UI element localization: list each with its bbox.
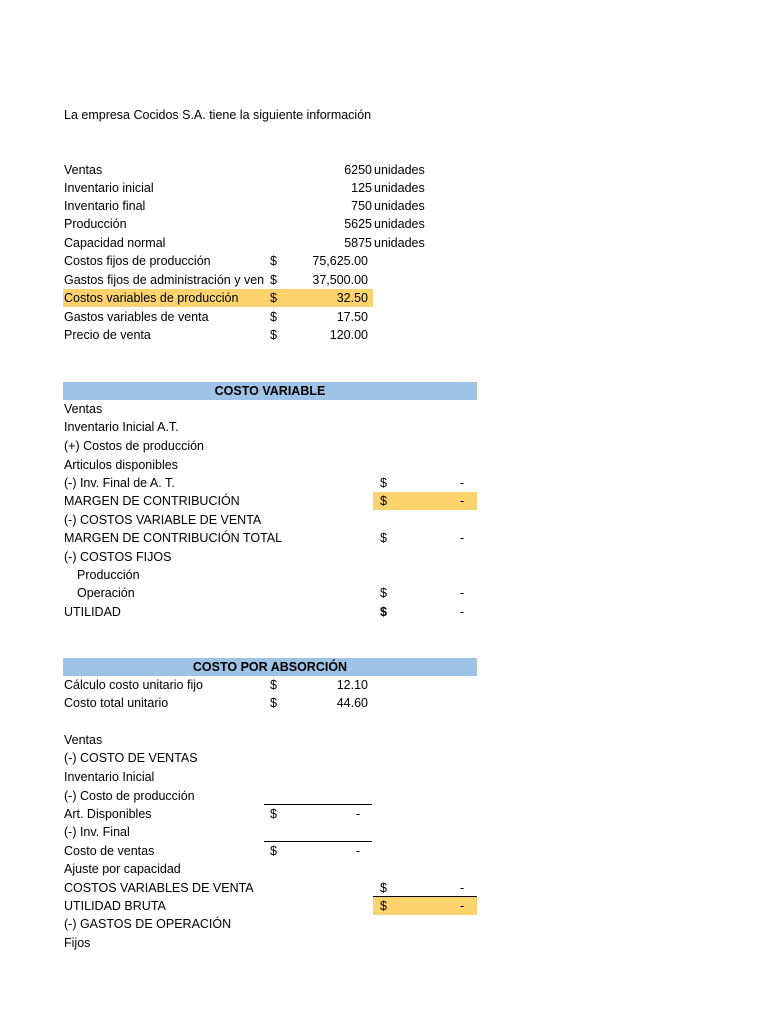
info-gf-adm-value: 37,500.00 (312, 273, 368, 287)
abs-row-art-disp: Art. Disponibles (64, 807, 152, 821)
cv-row-costos-prod: (+) Costos de producción (64, 439, 205, 453)
currency-sign: $ (380, 586, 387, 600)
info-capacidad-label: Capacidad normal (64, 236, 166, 250)
info-cf-prod-value: 75,625.00 (312, 254, 368, 268)
cv-row-produccion: Producción (77, 568, 140, 582)
currency-sign: $ (270, 291, 277, 305)
currency-sign: $ (270, 844, 277, 858)
abs-row-gastos-op: (-) GASTOS DE OPERACIÓN (64, 917, 232, 931)
abs-row-ajuste: Ajuste por capacidad (64, 862, 181, 876)
dash-value: - (460, 881, 465, 895)
dash-value: - (460, 531, 465, 545)
currency-sign: $ (380, 494, 387, 508)
cv-row-inv-inicial: Inventario Inicial A.T. (64, 420, 179, 434)
info-produccion-unit: unidades (374, 217, 425, 231)
abs-row-fijos: Fijos (64, 936, 91, 950)
dash-value: - (460, 605, 465, 619)
currency-sign: $ (380, 476, 387, 490)
abs-row-cv-venta: COSTOS VARIABLES DE VENTA (64, 881, 254, 895)
abs-total-unit-label: Costo total unitario (64, 696, 169, 710)
dash-value: - (460, 476, 465, 490)
currency-sign: $ (270, 254, 277, 268)
cv-row-margen-total: MARGEN DE CONTRIBUCIÓN TOTAL (64, 531, 283, 545)
info-inv-final-unit: unidades (374, 199, 425, 213)
info-inv-final-label: Inventario final (64, 199, 146, 213)
currency-sign: $ (380, 881, 387, 895)
info-inv-final-qty: 750 (351, 199, 372, 213)
dash-value: - (356, 807, 361, 821)
currency-sign: $ (380, 899, 387, 913)
abs-calc-fijo-value: 12.10 (336, 678, 368, 692)
info-cv-prod-value: 32.50 (336, 291, 368, 305)
currency-sign: $ (270, 678, 277, 692)
info-capacidad-unit: unidades (374, 236, 425, 250)
dash-value: - (460, 899, 465, 913)
abs-row-inv-inicial: Inventario Inicial (64, 770, 155, 784)
abs-row-costo-ventas: Costo de ventas (64, 844, 155, 858)
info-ventas-qty: 6250 (344, 163, 372, 177)
cv-row-art-disp: Articulos disponibles (64, 458, 178, 472)
cv-row-costos-fijos: (-) COSTOS FIJOS (64, 550, 172, 564)
info-inv-inicial-label: Inventario inicial (64, 181, 154, 195)
dash-value: - (356, 844, 361, 858)
info-produccion-qty: 5625 (344, 217, 372, 231)
info-gv-venta-label: Gastos variables de venta (64, 310, 209, 324)
abs-row-inv-final: (-) Inv. Final (64, 825, 130, 839)
currency-sign: $ (270, 807, 277, 821)
info-ventas-label: Ventas (64, 163, 103, 177)
currency-sign: $ (380, 605, 387, 619)
abs-calc-fijo-label: Cálculo costo unitario fijo (64, 678, 203, 692)
cv-row-cv-venta: (-) COSTOS VARIABLE DE VENTA (64, 513, 262, 527)
info-inv-inicial-qty: 125 (351, 181, 372, 195)
currency-sign: $ (270, 328, 277, 342)
info-capacidad-qty: 5875 (344, 236, 372, 250)
costo-variable-header: COSTO VARIABLE (63, 382, 477, 400)
info-produccion-label: Producción (64, 217, 127, 231)
abs-row-costo-ventas-header: (-) COSTO DE VENTAS (64, 751, 198, 765)
info-gf-adm-label: Gastos fijos de administración y ven (64, 273, 265, 287)
info-precio-value: 120.00 (329, 328, 368, 342)
currency-sign: $ (270, 273, 277, 287)
dash-value: - (460, 494, 465, 508)
info-gv-venta-value: 17.50 (336, 310, 368, 324)
abs-row-costo-prod: (-) Costo de producción (64, 789, 195, 803)
currency-sign: $ (270, 696, 277, 710)
currency-sign: $ (380, 531, 387, 545)
info-cf-prod-label: Costos fijos de producción (64, 254, 211, 268)
cv-row-margen: MARGEN DE CONTRIBUCIÓN (64, 494, 240, 508)
info-cv-prod-label: Costos variables de producción (64, 291, 239, 305)
info-precio-label: Precio de venta (64, 328, 151, 342)
abs-row-ventas: Ventas (64, 733, 103, 747)
intro-text: La empresa Cocidos S.A. tiene la siguiente información (64, 108, 372, 122)
cv-row-inv-final: (-) Inv. Final de A. T. (64, 476, 175, 490)
cv-row-operacion: Operación (77, 586, 135, 600)
info-inv-inicial-unit: unidades (374, 181, 425, 195)
dash-value: - (460, 586, 465, 600)
abs-row-utilidad-bruta: UTILIDAD BRUTA (64, 899, 166, 913)
absorcion-header: COSTO POR ABSORCIÓN (63, 658, 477, 676)
info-ventas-unit: unidades (374, 163, 425, 177)
abs-total-unit-value: 44.60 (336, 696, 368, 710)
cv-row-utilidad: UTILIDAD (64, 605, 121, 619)
cv-row-ventas: Ventas (64, 402, 103, 416)
currency-sign: $ (270, 310, 277, 324)
